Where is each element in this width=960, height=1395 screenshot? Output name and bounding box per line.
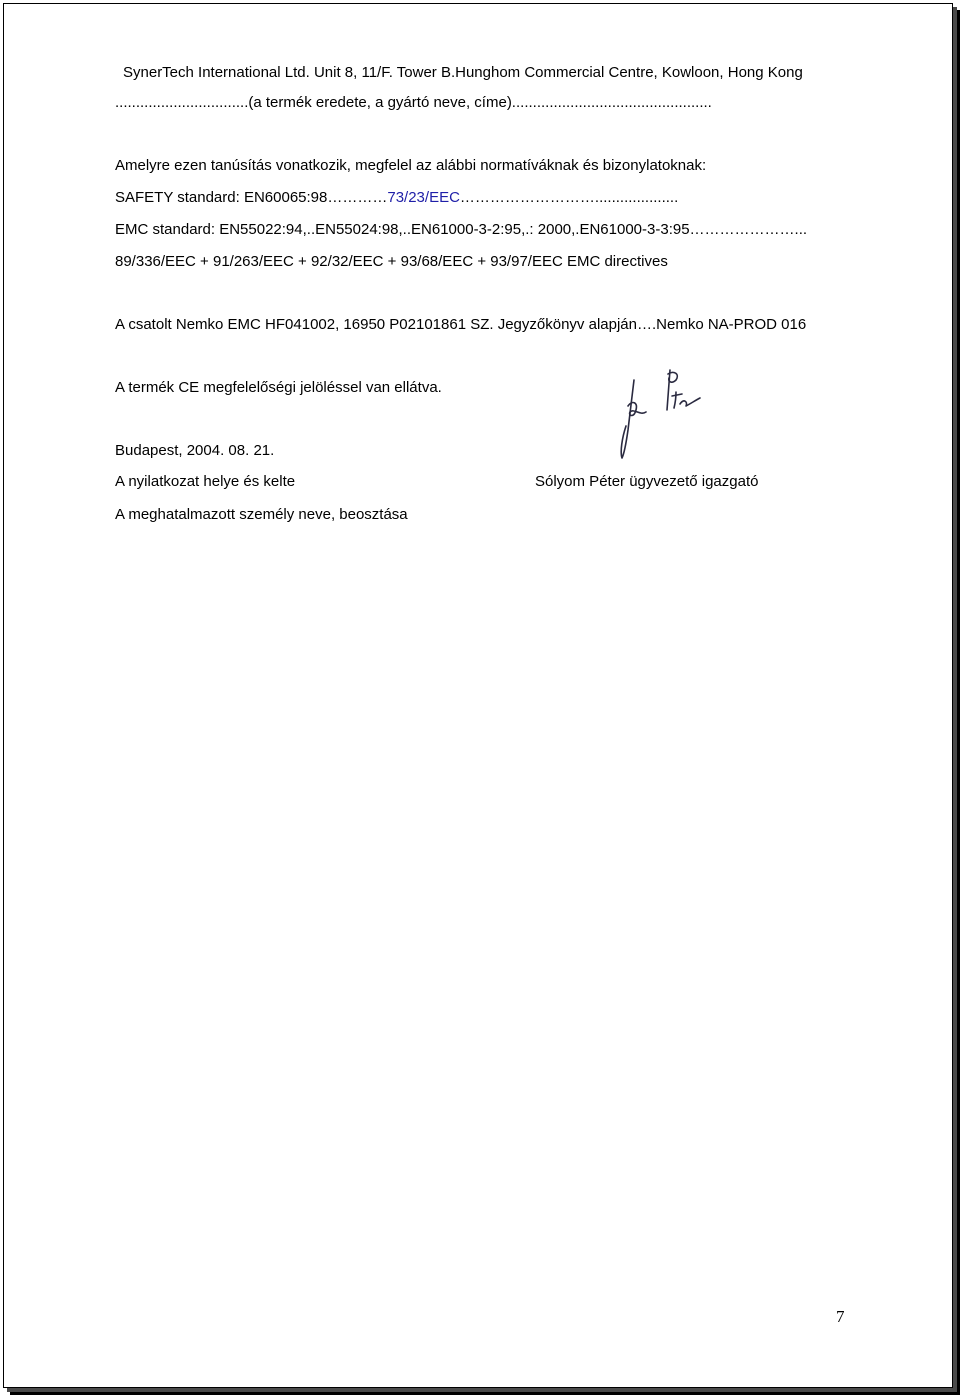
manufacturer-address: SynerTech International Ltd. Unit 8, 11/F. Tower B.Hunghom Commercial Centre, Kowloon, Hong Kong — [123, 64, 803, 81]
emc-standard: EMC standard: EN55022:94,..EN55024:98,..EN61000-3-2:95,.: 2000,.EN61000-3-3:95…………………... — [115, 221, 808, 238]
emc-directives: 89/336/EEC + 91/263/EEC + 92/32/EEC + 93/68/EEC + 93/97/EEC EMC directives — [115, 253, 668, 270]
intro-text: Amelyre ezen tanúsítás vonatkozik, megfelel az alábbi normatíváknak és bizonylatoknak: — [115, 157, 707, 174]
ce-marking-statement: A termék CE megfelelőségi jelöléssel van ellátva. — [115, 379, 442, 396]
signatory-name-title: Sólyom Péter ügyvezető igazgató — [535, 473, 759, 490]
place-date-label: A nyilatkozat helye és kelte — [115, 473, 296, 490]
safety-suffix: ……………………….................... — [459, 189, 679, 206]
safety-directive: 73/23/EEC — [387, 189, 460, 206]
safety-prefix: SAFETY standard: EN60065:98………… — [115, 189, 388, 206]
place-and-date: Budapest, 2004. 08. 21. — [115, 442, 275, 459]
manufacturer-caption: ................................(a termék eredete, a gyártó neve, címe)................................................ — [115, 94, 712, 111]
document-page — [3, 3, 953, 1388]
authorized-person-label: A meghatalmazott személy neve, beosztása — [115, 506, 408, 523]
safety-standard — [115, 189, 678, 207]
handwritten-signature — [612, 366, 702, 462]
test-report: A csatolt Nemko EMC HF041002, 16950 P02101861 SZ. Jegyzőkönyv alapján….Nemko NA-PROD 016 — [115, 316, 807, 333]
page-number: 7 — [836, 1307, 845, 1326]
